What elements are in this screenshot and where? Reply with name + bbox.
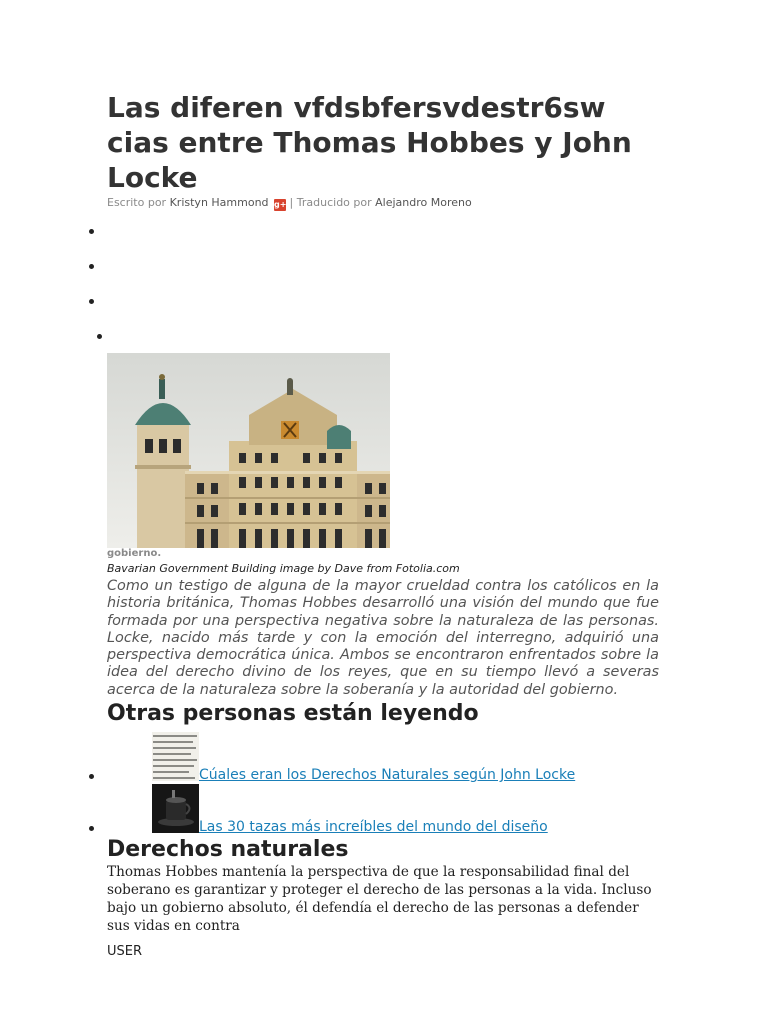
google-plus-icon[interactable]: g+ xyxy=(274,200,287,209)
user-label: USER xyxy=(107,944,143,959)
article-photo xyxy=(107,353,390,548)
related-list-bullet xyxy=(89,826,94,831)
related-heading: Otras personas están leyendo xyxy=(107,701,479,726)
article-intro: Como un testigo de alguna de la mayor crueldad contra los católicos en la historia británica, Thomas Hobbes desarrolló una visión del mundo que fue formada por una perspectiva negativa sobre la naturaleza de las personas. Locke, nacido más tarde y con la emoción del interregno, adquirió una perspectiva democrática única. Ambos se encontraron enfrentados sobre la idea del derecho divino de los reyes, que en su tiempo llevó a severas acerca de la naturaleza sobre la soberanía y la autoridad del gobierno. xyxy=(107,578,659,698)
written-by-label: Escrito por xyxy=(107,196,167,209)
section-body: Thomas Hobbes mantenía la perspectiva de que la responsabilidad final del soberano es garantizar y proteger el derecho de las personas a la vida. Incluso bajo un gobierno absoluto, él defendía el derecho de las personas a defender sus vidas en contra xyxy=(107,864,652,934)
share-list-bullet xyxy=(97,334,102,339)
related-link-derechos-naturales[interactable]: Cúales eran los Derechos Naturales según John Locke xyxy=(199,767,576,783)
related-link-tazas[interactable]: Las 30 tazas más increíbles del mundo del diseño xyxy=(199,819,548,835)
image-credit: Bavarian Government Building image by Dave from Fotolia.com xyxy=(107,562,460,575)
share-list-bullet xyxy=(89,229,94,234)
image-small-caption: gobierno. xyxy=(107,548,162,559)
related-thumbnail-document[interactable] xyxy=(152,732,199,781)
translator-name: Alejandro Moreno xyxy=(375,196,472,209)
related-thumbnail-cups[interactable] xyxy=(152,784,199,833)
related-list-bullet xyxy=(89,774,94,779)
share-list-bullet xyxy=(89,299,94,304)
byline-separator: | xyxy=(289,196,294,209)
byline xyxy=(107,196,472,211)
section-heading: Derechos naturales xyxy=(107,837,349,862)
share-list-bullet xyxy=(89,264,94,269)
article-title: Las diferen vfdsbfersvdestr6sw cias entre Thomas Hobbes y John Locke xyxy=(107,91,632,194)
author-name[interactable]: Kristyn Hammond xyxy=(169,196,269,209)
translated-by-label: Traducido por xyxy=(296,196,372,209)
